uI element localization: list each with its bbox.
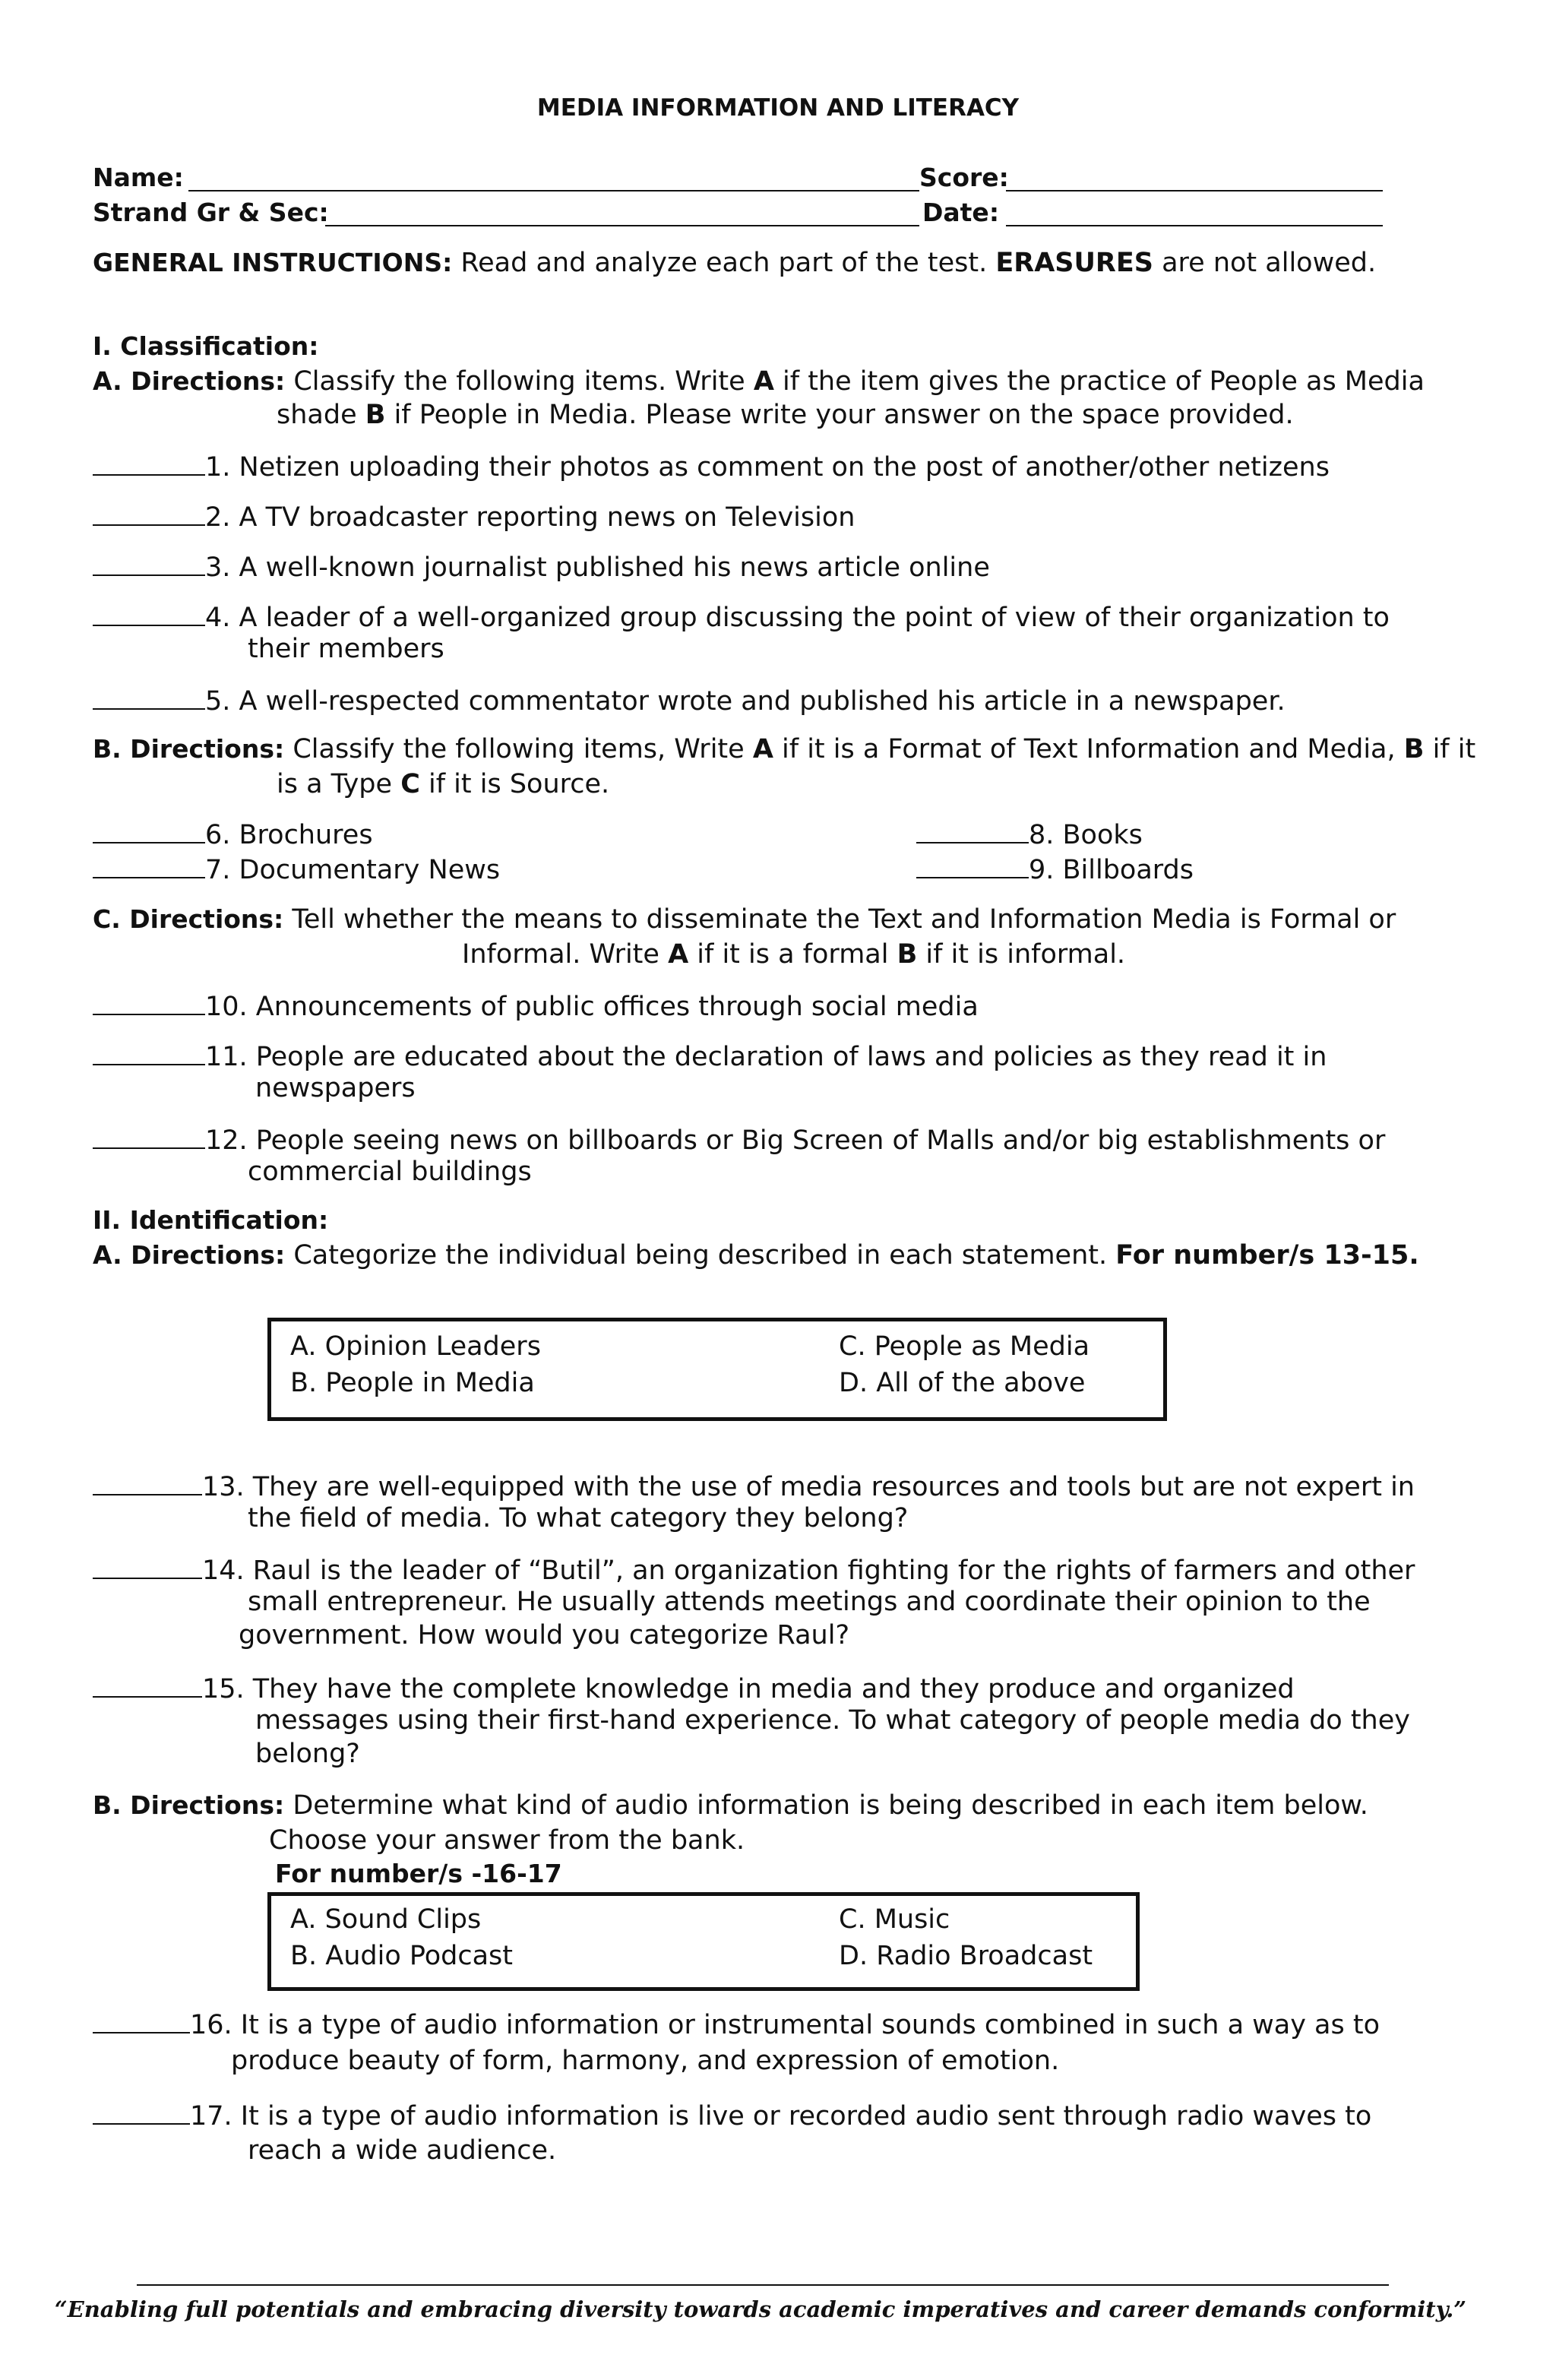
question-item (93, 1122, 1385, 1157)
question-text: 1. Netizen uploading their photos as comment on the post of another/other netizens (205, 452, 1330, 483)
question-item (93, 599, 1390, 635)
part1c-text: Tell whether the means to disseminate the Text and Information Media is Formal or (283, 904, 1396, 935)
footer-divider (137, 2284, 1389, 2286)
question-continuation: produce beauty of form, harmony, and expression of emotion. (231, 2046, 1060, 2076)
date-field[interactable] (1006, 225, 1383, 226)
question-continuation: reach a wide audience. (248, 2135, 557, 2166)
general-instructions-tail: are not allowed. (1153, 248, 1377, 278)
question-item (93, 1038, 1327, 1074)
part2b-directions-line2: Choose your answer from the bank. (269, 1825, 745, 1856)
question-item (93, 2097, 1371, 2133)
answer-blank[interactable] (916, 851, 1029, 878)
option-b: B. Audio Podcast (290, 1941, 514, 1971)
part2a-text: Categorize the individual being described in each statement. (285, 1240, 1116, 1271)
part1a-directions-line1 (93, 365, 1425, 398)
question-text: 6. Brochures (205, 820, 373, 850)
score-field[interactable] (1006, 190, 1383, 191)
answer-blank[interactable] (93, 2097, 190, 2125)
part1c-line2-text: Informal. Write (462, 939, 669, 970)
question-item (93, 1670, 1295, 1706)
question-text: 8. Books (1029, 820, 1143, 850)
part1a-line2-bold: B (365, 400, 386, 430)
part1a-bold: A (753, 366, 774, 397)
part1b-tail: if it (1424, 734, 1476, 764)
part1c-directions-label: C. Directions: (93, 904, 284, 934)
answer-blank[interactable] (93, 1468, 202, 1495)
question-item (93, 816, 373, 852)
answer-blank[interactable] (93, 599, 205, 626)
part1c-bold-b: B (897, 939, 918, 970)
part1-heading: I. Classification: (93, 331, 319, 361)
question-text: 16. It is a type of audio information or instrumental sounds combined in such a way as to (190, 2010, 1380, 2040)
option-a: A. Sound Clips (290, 1904, 482, 1935)
answer-blank[interactable] (93, 498, 205, 526)
question-item (93, 988, 979, 1024)
question-text: 9. Billboards (1029, 855, 1194, 885)
question-text: 10. Announcements of public offices through social media (205, 992, 979, 1022)
part1b-directions-line2 (277, 767, 609, 801)
footer-motto: “Enabling full potentials and embracing diversity towards academic imperatives and career demands conformity.” (54, 2296, 1466, 2322)
option-d: D. Radio Broadcast (839, 1941, 1093, 1971)
part1b-line2-text: is a Type (277, 769, 401, 799)
question-continuation: commercial buildings (248, 1157, 532, 1187)
page-title: MEDIA INFORMATION AND LITERACY (536, 94, 1020, 122)
question-continuation: the field of media. To what category they belong? (248, 1503, 909, 1533)
part1a-text: Classify the following items. Write (285, 366, 754, 397)
part2a-number-range: For number/s 13-15. (1115, 1240, 1419, 1271)
part1a-line2-text: shade (277, 400, 365, 430)
part2b-directions-label: B. Directions: (93, 1790, 285, 1820)
part2b-text: Determine what kind of audio information is being described in each item below. (284, 1790, 1368, 1821)
part1c-directions-line2 (462, 938, 1125, 971)
name-field[interactable] (188, 190, 919, 191)
question-item (93, 1468, 1415, 1504)
question-continuation: government. How would you categorize Raul? (239, 1620, 850, 1650)
part1c-directions-line1 (93, 903, 1396, 936)
question-text: 14. Raul is the leader of “Butil”, an organization fighting for the rights of farmers and other (202, 1556, 1415, 1586)
question-item (93, 1552, 1415, 1587)
question-text: 17. It is a type of audio information is live or recorded audio sent through radio waves to (190, 2101, 1372, 2132)
part2b-directions-line1 (93, 1789, 1368, 1822)
general-instructions (93, 246, 1376, 280)
question-item (916, 851, 1194, 887)
question-item (916, 816, 1143, 852)
question-text: 12. People seeing news on billboards or Big Screen of Malls and/or big establishments or (205, 1125, 1386, 1156)
question-text: 2. A TV broadcaster reporting news on Television (205, 502, 855, 533)
answer-blank[interactable] (93, 988, 205, 1015)
option-a: A. Opinion Leaders (290, 1331, 541, 1362)
answer-blank[interactable] (916, 816, 1029, 843)
question-text: 7. Documentary News (205, 855, 501, 885)
part2a-directions-label: A. Directions: (93, 1240, 286, 1270)
part2-heading: II. Identification: (93, 1205, 329, 1235)
part1b-line2-tail: if it is Source. (419, 769, 610, 799)
question-continuation: belong? (255, 1739, 360, 1769)
option-d: D. All of the above (839, 1368, 1086, 1398)
strand-label: Strand Gr & Sec: (93, 198, 329, 227)
part1b-bold-a: A (752, 734, 773, 764)
option-b: B. People in Media (290, 1368, 535, 1398)
question-text: 15. They have the complete knowledge in media and they produce and organized (202, 1674, 1295, 1704)
question-continuation: newspapers (255, 1073, 416, 1103)
answer-blank[interactable] (93, 851, 205, 878)
part1a-directions-label: A. Directions: (93, 366, 286, 396)
part1b-directions-line1 (93, 733, 1475, 766)
question-item (93, 498, 855, 534)
question-continuation: their members (248, 634, 444, 664)
answer-blank[interactable] (93, 1122, 205, 1149)
question-item (93, 2006, 1380, 2042)
question-item (93, 549, 990, 584)
part1a-directions-line2 (277, 398, 1294, 432)
answer-blank[interactable] (93, 816, 205, 843)
part1c-mid: if it is a formal (688, 939, 897, 970)
answer-blank[interactable] (93, 549, 205, 576)
strand-field[interactable] (325, 225, 919, 226)
question-text: 11. People are educated about the declaration of laws and policies as they read it in (205, 1042, 1327, 1072)
date-label: Date: (922, 198, 1000, 227)
part1c-bold-a: A (668, 939, 689, 970)
answer-blank[interactable] (93, 1552, 202, 1579)
part1a-line2-tail: if People in Media. Please write your answer on the space provided. (385, 400, 1294, 430)
answer-blank[interactable] (93, 1038, 205, 1065)
answer-blank[interactable] (93, 682, 205, 710)
part1b-line2-bold: C (400, 769, 420, 799)
part1c-tail: if it is informal. (917, 939, 1126, 970)
part1a-text-tail: if the item gives the practice of People as Media (773, 366, 1425, 397)
erasures-word: ERASURES (995, 248, 1153, 278)
part1b-text: Classify the following items, Write (284, 734, 753, 764)
question-item (93, 448, 1330, 484)
question-text: 4. A leader of a well-organized group discussing the point of view of their organization to (205, 603, 1390, 633)
question-text: 5. A well-respected commentator wrote and published his article in a newspaper. (205, 686, 1286, 717)
answer-blank[interactable] (93, 2006, 190, 2033)
part1b-bold-b: B (1403, 734, 1425, 764)
part1b-mid: if it is a Format of Text Information and Media, (773, 734, 1404, 764)
general-instructions-label: GENERAL INSTRUCTIONS: (93, 248, 453, 277)
score-label: Score: (919, 163, 1009, 192)
question-item (93, 682, 1286, 718)
question-continuation: small entrepreneur. He usually attends meetings and coordinate their opinion to the (248, 1587, 1371, 1617)
question-text: 13. They are well-equipped with the use of media resources and tools but are not expert in (202, 1472, 1415, 1502)
option-c: C. People as Media (839, 1331, 1090, 1362)
name-label: Name: (93, 163, 184, 192)
general-instructions-text: Read and analyze each part of the test. (452, 248, 996, 278)
question-continuation: messages using their first-hand experience. To what category of people media do they (255, 1705, 1410, 1736)
part2b-number-range: For number/s -16-17 (275, 1859, 562, 1888)
answer-blank[interactable] (93, 448, 205, 476)
part2a-directions (93, 1239, 1419, 1272)
answer-blank[interactable] (93, 1670, 202, 1698)
part1b-directions-label: B. Directions: (93, 734, 285, 764)
question-text: 3. A well-known journalist published his news article online (205, 552, 990, 583)
question-item (93, 851, 500, 887)
option-c: C. Music (839, 1904, 950, 1935)
